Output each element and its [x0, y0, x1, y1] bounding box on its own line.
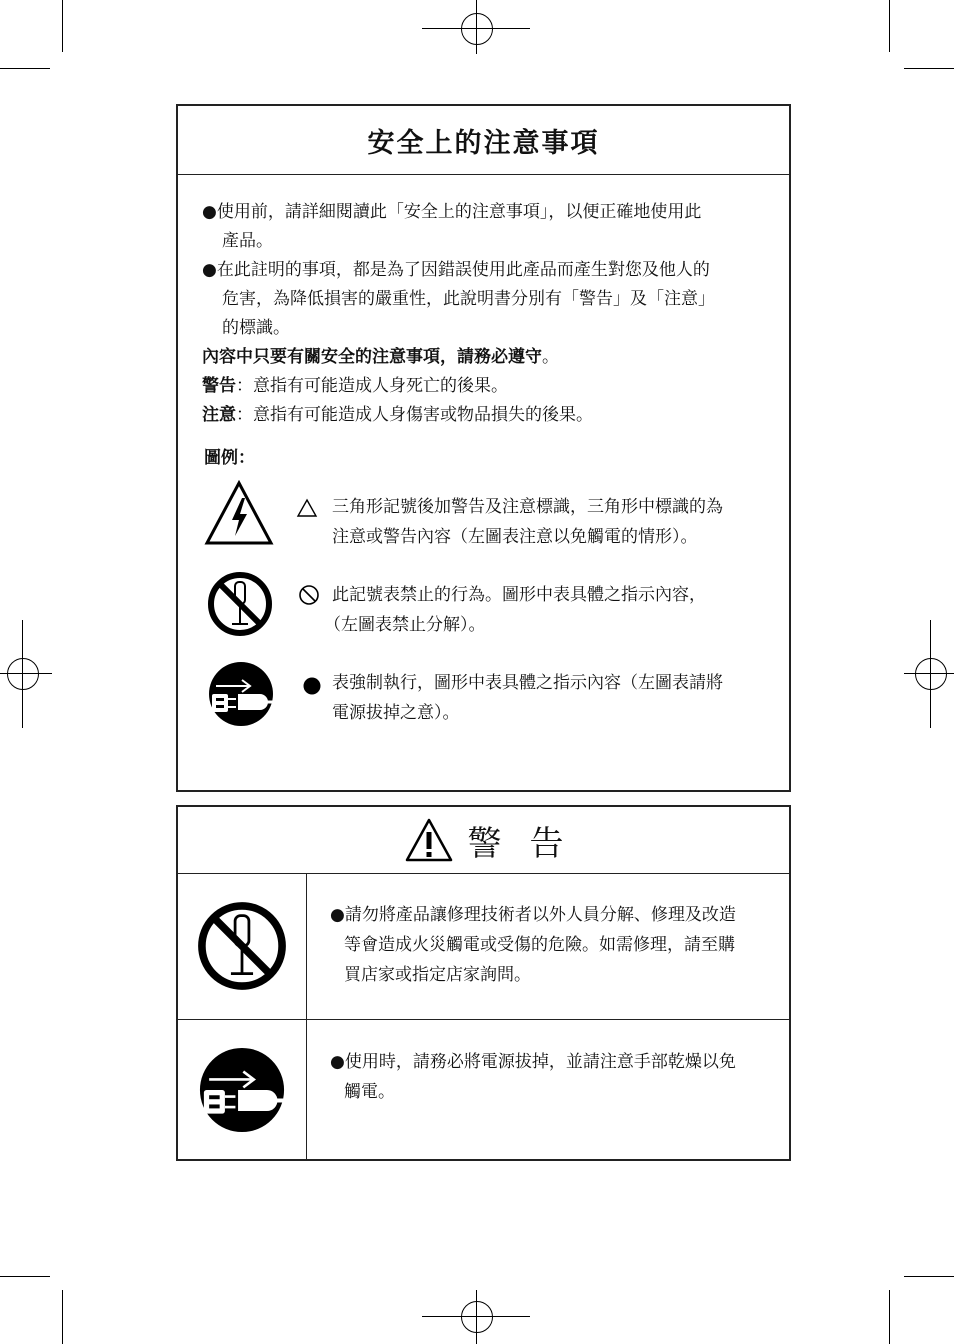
safety-notes-panel: [176, 104, 791, 792]
legend-1-line1: 三角形記號後加警告及注意標識，三角形中標識的為: [332, 497, 723, 517]
crop-mark: [62, 1290, 63, 1344]
warning-row-icon-cell: [178, 873, 307, 1019]
registration-circle: [915, 658, 947, 690]
must-follow-bold: 內容中只要有關安全的注意事項，請務必遵守: [202, 347, 542, 367]
registration-circle: [7, 658, 39, 690]
warning-label: 警告: [202, 376, 236, 396]
warning-row-2-line1: ●使用時，請務必將電源拔掉，並請注意手部乾燥以免: [330, 1052, 736, 1072]
safety-notes-header: [178, 106, 789, 175]
intro-paragraph-1-line2: 產品。: [222, 231, 273, 251]
legend-2-line1: 此記號表禁止的行為。圖形中表具體之指示內容，: [332, 585, 706, 605]
warning-title: 警告: [467, 823, 592, 864]
crop-mark: [62, 0, 63, 52]
unplug-icon: [196, 1045, 288, 1135]
legend-3-line2: 電源拔掉之意）。: [332, 703, 460, 723]
warning-row-1-line2: 等會造成火災觸電或受傷的危險。如需修理，請至購: [344, 935, 735, 955]
intro-paragraph-2-line2: 危害，為降低損害的嚴重性，此說明書分別有「警告」及「注意」: [222, 289, 715, 309]
crop-mark: [889, 1290, 890, 1344]
crop-mark: [0, 1276, 50, 1277]
caution-definition-text: ：意指有可能造成人身傷害或物品損失的後果。: [236, 405, 593, 425]
warning-definition-text: ：意指有可能造成人身死亡的後果。: [236, 376, 508, 396]
warning-row-1-line3: 買店家或指定店家詢問。: [344, 965, 531, 985]
crop-mark: [904, 1276, 954, 1277]
intro-paragraph-2-line1: ●在此註明的事項，都是為了因錯誤使用此產品而產生對您及他人的: [202, 260, 710, 280]
warning-row-icon-cell: [178, 1020, 307, 1159]
prohibition-symbol-icon: [298, 584, 320, 606]
no-disassembly-icon: [206, 570, 274, 638]
crop-mark: [0, 68, 50, 69]
must-follow-tail: 。: [542, 347, 559, 367]
intro-paragraph-2-line3: 的標識。: [222, 318, 290, 338]
warning-row-unplug: [178, 1020, 789, 1159]
triangle-symbol-icon: [296, 498, 318, 518]
warning-triangle-icon: [404, 817, 454, 863]
warning-row-1-line1: ●請勿將產品讓修理技術者以外人員分解、修理及改造: [330, 905, 736, 925]
legend-2-line2: （左圖表禁止分解）。: [324, 615, 486, 635]
warning-panel: [176, 805, 791, 1161]
crop-mark: [904, 68, 954, 69]
electric-shock-triangle-icon: [204, 480, 274, 546]
registration-circle: [461, 1301, 493, 1333]
registration-circle: [461, 13, 493, 45]
intro-paragraph-1-line1: ●使用前，請詳細閱讀此「安全上的注意事項」，以便正確地使用此: [202, 202, 702, 222]
no-disassembly-icon: [195, 899, 289, 993]
unplug-icon: [206, 660, 276, 728]
caution-label: 注意: [202, 405, 236, 425]
warning-row-2-line2: 觸電。: [344, 1082, 395, 1102]
legend-label: 圖例：: [204, 448, 255, 468]
warning-header: [178, 807, 789, 874]
safety-notes-title: 安全上的注意事項: [367, 127, 600, 159]
legend-3-line1: 表強制執行，圖形中表具體之指示內容（左圖表請將: [332, 673, 723, 693]
warning-definition: [202, 372, 508, 401]
caution-definition: [202, 401, 593, 430]
legend-1-line2: 注意或警告內容（左圖表注意以免觸電的情形）。: [332, 527, 698, 547]
crop-mark: [889, 0, 890, 52]
mandatory-symbol-icon: [302, 676, 322, 696]
must-follow-line: [202, 343, 559, 372]
warning-row-disassembly: [178, 873, 789, 1020]
